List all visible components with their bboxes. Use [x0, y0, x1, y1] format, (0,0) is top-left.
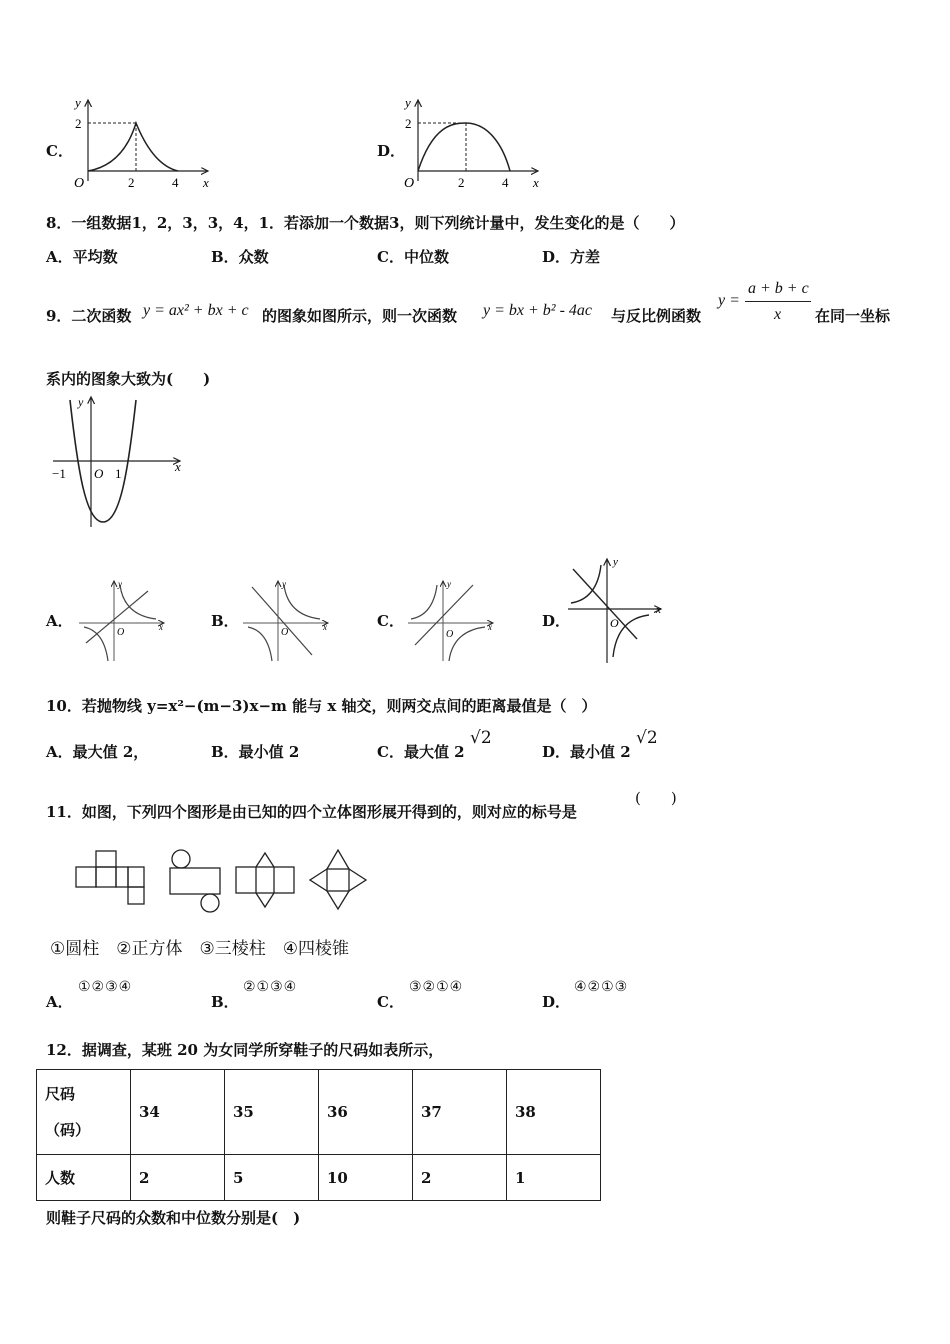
q9-option-a-label: A．: [46, 612, 73, 630]
q10-option-d-sqrt: √2: [636, 728, 658, 748]
y-label: y: [405, 95, 411, 110]
x-label: x: [488, 622, 492, 632]
q9-option-a-graph: [76, 575, 171, 665]
y-label: y: [613, 556, 618, 568]
q9-text-line2: 系内的图象大致为( ): [46, 370, 211, 388]
q11-option-a-value: ①②③④: [78, 979, 133, 995]
origin-label: O: [404, 176, 415, 191]
y-label: y: [118, 579, 122, 589]
y-label: y: [282, 579, 286, 589]
q10-option-c: C．最大值 2: [377, 743, 465, 761]
table-cell: 1: [507, 1155, 601, 1201]
q9-parabola-graph: [48, 392, 198, 532]
q11-option-c-value: ③②①④: [409, 979, 464, 995]
q9-text-3: 与反比例函数: [611, 307, 702, 325]
x-label: x: [656, 604, 661, 616]
q11-option-b-label: B．: [211, 993, 239, 1011]
q9-text-2: 的图象如图所示，则一次函数: [262, 307, 458, 325]
q9-option-d-label: D．: [542, 612, 571, 630]
table-cell: 37: [413, 1070, 507, 1155]
q9-option-b-graph: [240, 575, 335, 665]
table-header-size-line1: 尺码: [45, 1085, 76, 1103]
table-row-counts: [37, 1155, 601, 1201]
table-cell: 34: [131, 1070, 225, 1155]
q11-option-b-value: ②①③④: [243, 979, 298, 995]
tick-pos1: 1: [115, 466, 122, 481]
y-tick-2: 2: [405, 116, 412, 131]
q8-option-d: D．方差: [542, 248, 601, 266]
table-cell: 2: [413, 1155, 507, 1201]
q10-option-b: B．最小值 2: [211, 743, 300, 761]
q9-option-c-graph: [405, 575, 500, 665]
hyperbola-branch-1: [284, 585, 320, 619]
x-tick-2: 2: [128, 175, 135, 190]
table-cell: 2: [131, 1155, 225, 1201]
q7-option-d-label: D．: [377, 142, 406, 160]
origin-label: O: [610, 616, 619, 630]
q10-question: 10．若抛物线 y=x²−(m−3)x−m 能与 x 轴交，则两交点间的距离最值是（ ）: [46, 697, 597, 715]
table-header-count: 人数: [37, 1155, 131, 1201]
x-label: x: [159, 622, 163, 632]
q11-option-d-label: D．: [542, 993, 571, 1011]
table-cell: 10: [319, 1155, 413, 1201]
table-cell: 38: [507, 1070, 601, 1155]
q10-option-d: D．最小值 2: [542, 743, 631, 761]
q11-option-c-label: C．: [377, 993, 404, 1011]
q9-formula-linear: y = bx + b² - 4ac: [483, 302, 593, 319]
x-label: x: [533, 175, 539, 190]
q9-option-d-graph: [565, 553, 670, 665]
x-label: x: [175, 459, 181, 474]
y-label: y: [75, 95, 81, 110]
tick-neg1: −1: [52, 466, 66, 481]
q9-formula-quadratic: y = ax² + bx + c: [143, 302, 249, 319]
q9-text-1: 9．二次函数: [46, 307, 132, 325]
q8-option-a: A．平均数: [46, 248, 118, 266]
q12-question: 12．据调查，某班 20 为女同学所穿鞋子的尺码如表所示，: [46, 1041, 444, 1059]
q9-text-4: 在同一坐标: [815, 307, 891, 325]
table-header-size-line2: （码）: [45, 1121, 91, 1139]
origin-label: O: [74, 176, 85, 191]
hyperbola-branch-1: [120, 585, 156, 619]
shoe-size-table: [36, 1069, 601, 1201]
x-tick-4: 4: [172, 175, 179, 190]
q9-formula-inverse-lhs: y =: [718, 292, 740, 309]
x-tick-4: 4: [502, 175, 509, 190]
q11-nets: [70, 845, 380, 915]
q11-option-a-label: A．: [46, 993, 73, 1011]
q11-option-d-value: ④②①③: [574, 979, 629, 995]
y-label: y: [447, 579, 451, 589]
q8-question: 8．一组数据1，2，3，3，4，1．若添加一个数据3，则下列统计量中，发生变化的是（ ）: [46, 214, 685, 232]
q11-solids-list: ①圆柱 ②正方体 ③三棱柱 ④四棱锥: [50, 939, 349, 959]
prism-net: [236, 853, 294, 907]
q9-formula-inverse-num: a + b + c: [748, 280, 809, 297]
curve: [88, 123, 178, 171]
x-label: x: [323, 622, 327, 632]
table-header-size: [37, 1070, 131, 1155]
q8-option-c: C．中位数: [377, 248, 449, 266]
table-row-sizes: [37, 1070, 601, 1155]
origin-label: O: [446, 629, 454, 640]
line: [252, 587, 312, 655]
table-cell: 35: [225, 1070, 319, 1155]
cube-net: [76, 851, 144, 904]
origin-label: O: [281, 627, 289, 638]
curve: [418, 123, 510, 171]
hyperbola-branch-2: [248, 627, 272, 661]
q8-option-b: B．众数: [211, 248, 269, 266]
hyperbola-branch-2: [84, 627, 108, 661]
origin-label: O: [94, 466, 104, 481]
q10-option-a: A．最大值 2，: [46, 743, 149, 761]
q9-option-c-label: C．: [377, 612, 404, 630]
origin-label: O: [117, 627, 125, 638]
y-label: y: [78, 395, 84, 409]
hyperbola-branch-1: [411, 585, 437, 619]
y-tick-2: 2: [75, 116, 82, 131]
q11-answer-paren: ( ): [635, 789, 677, 807]
q7-option-c-label: C．: [46, 142, 73, 160]
table-cell: 5: [225, 1155, 319, 1201]
x-label: x: [203, 175, 209, 190]
q12-followup: 则鞋子尺码的众数和中位数分别是( ): [46, 1209, 301, 1227]
q10-option-c-sqrt: √2: [470, 728, 492, 748]
hyperbola-branch-2: [449, 627, 485, 661]
q9-formula-inverse-den: x: [774, 306, 782, 323]
q7-graph-d: [398, 95, 548, 195]
fraction-bar: [745, 301, 811, 302]
line: [415, 585, 473, 645]
q7-graph-c: [68, 95, 218, 195]
line: [573, 569, 637, 639]
cylinder-net: [170, 850, 220, 912]
table-cell: 36: [319, 1070, 413, 1155]
q9-option-b-label: B．: [211, 612, 239, 630]
x-tick-2: 2: [458, 175, 465, 190]
pyramid-net: [310, 850, 366, 909]
q11-question: 11．如图，下列四个图形是由已知的四个立体图形展开得到的，则对应的标号是: [46, 803, 577, 821]
